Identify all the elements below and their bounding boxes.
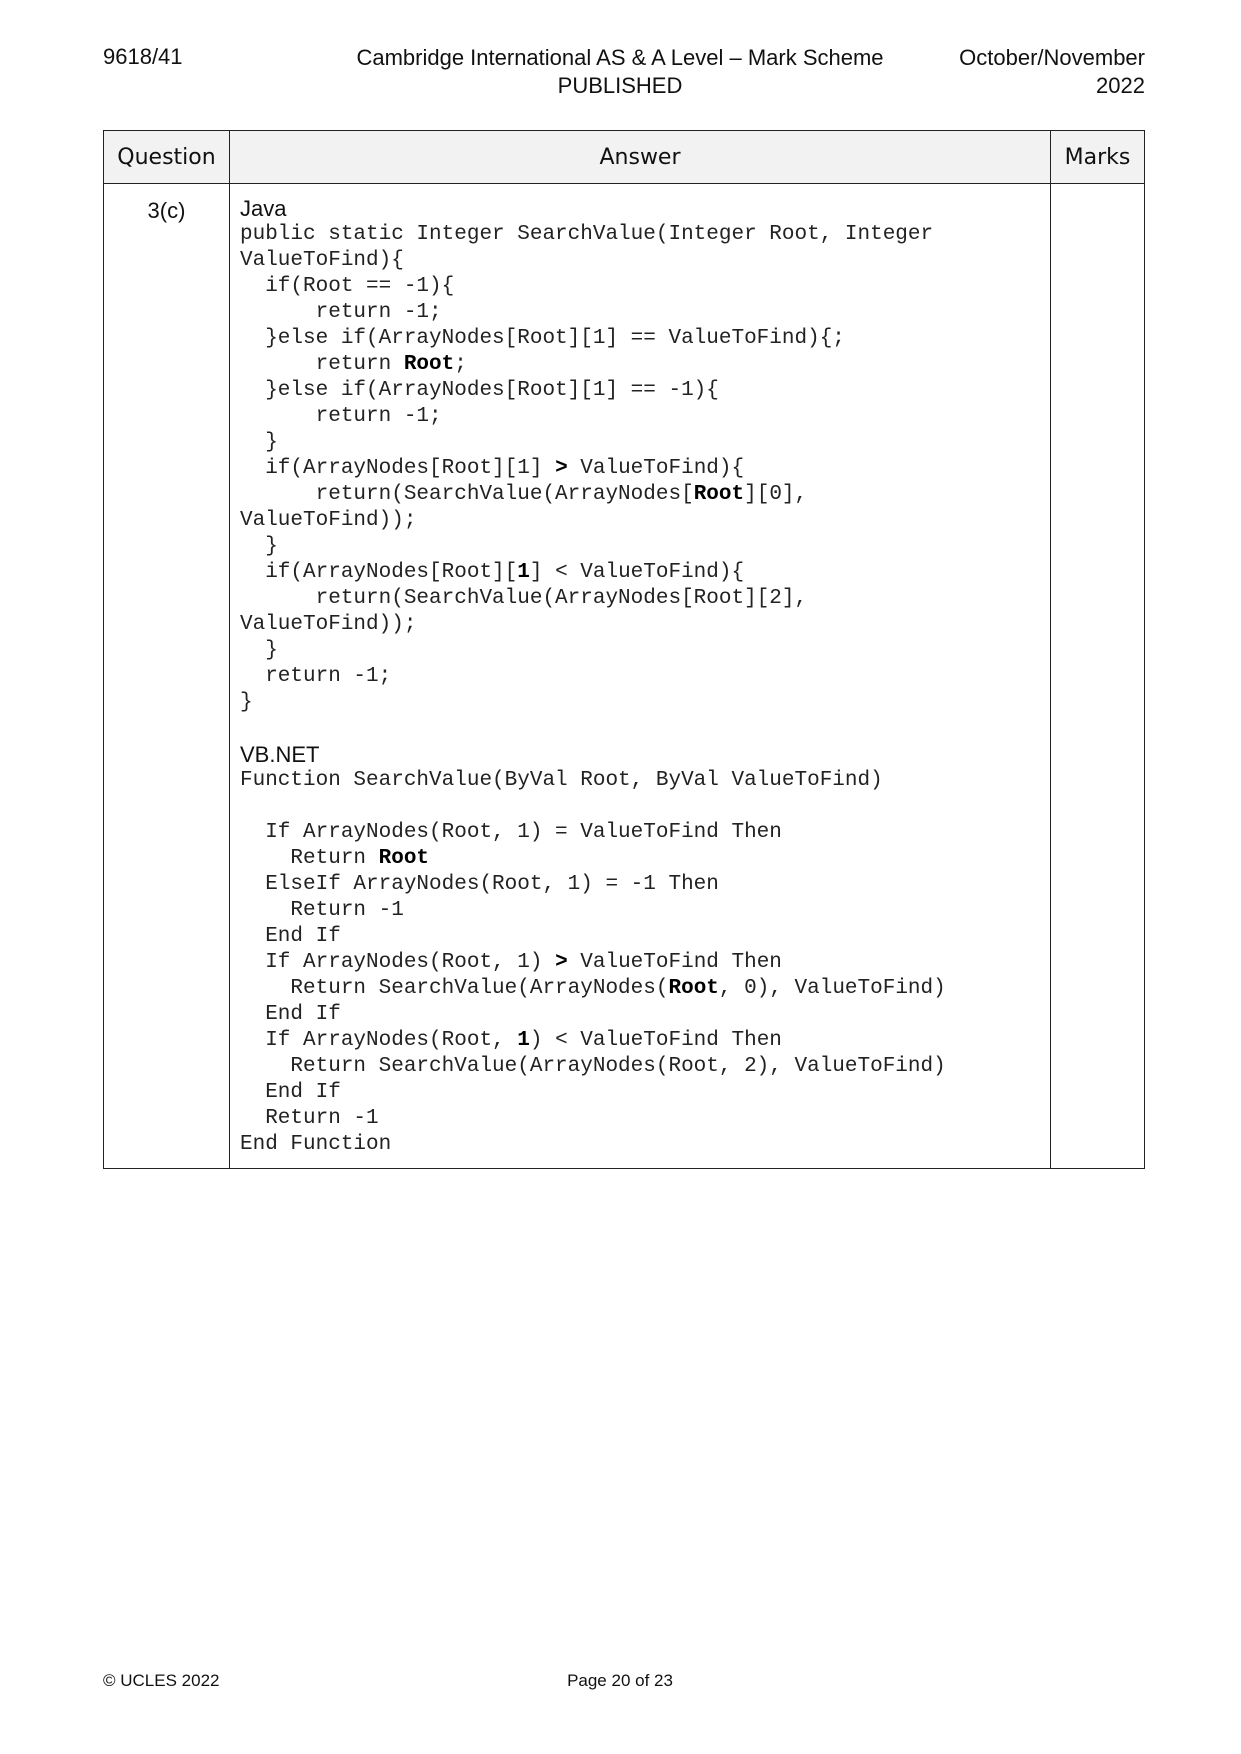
table-row bbox=[104, 184, 1145, 1169]
answer-cell bbox=[230, 184, 1051, 1169]
exam-session bbox=[959, 44, 1145, 100]
table-header-row bbox=[104, 131, 1145, 184]
page-number: Page 20 of 23 bbox=[567, 1671, 673, 1690]
marks-cell bbox=[1051, 184, 1145, 1169]
session-line-1: October/November bbox=[959, 45, 1145, 70]
header-question: Question bbox=[104, 131, 230, 184]
paper-code: 9618/41 bbox=[103, 44, 183, 69]
java-code: public static Integer SearchValue(Integer Root, Integer ValueToFind){ if(Root == -1){ return -1; }else if(ArrayNodes[Root][1] == ValueToFind){; return Root; }else if(ArrayNodes[Root][1] == -1){ return -1; } if(ArrayNodes[Root][1] > ValueToFind){ return(SearchValue(ArrayNodes[Root][0], ValueToFind)); } if(ArrayNodes[Root][1] < ValueToFind){ return(SearchValue(ArrayNodes[Root][2], ValueToFind)); } return -1; } bbox=[240, 223, 934, 714]
header-marks: Marks bbox=[1051, 131, 1145, 184]
vbnet-code: Function SearchValue(ByVal Root, ByVal ValueToFind) If ArrayNodes(Root, 1) = ValueToFind Then Return Root ElseIf ArrayNodes(Root, 1) = -1 Then Return -1 End If If ArrayNodes(Root, 1) > ValueToFind Then Return SearchValue(ArrayNodes(Root, 0), ValueToFind) End If If ArrayNodes(Root, 1) < ValueToFind Then Return SearchValue(ArrayNodes(Root, 2), ValueToFind) End If Return -1 End Function bbox=[240, 769, 946, 1156]
question-number: 3(c) bbox=[104, 184, 230, 1169]
java-label: Java bbox=[240, 196, 287, 221]
title-line-2: PUBLISHED bbox=[557, 73, 683, 98]
vbnet-label: VB.NET bbox=[240, 742, 320, 767]
header-answer: Answer bbox=[230, 131, 1051, 184]
session-line-2: 2022 bbox=[1096, 73, 1145, 98]
copyright: © UCLES 2022 bbox=[103, 1671, 220, 1690]
title-line-1: Cambridge International AS & A Level – Mark Scheme bbox=[356, 45, 884, 70]
document-title bbox=[300, 44, 940, 100]
mark-scheme-table bbox=[103, 130, 1145, 1169]
